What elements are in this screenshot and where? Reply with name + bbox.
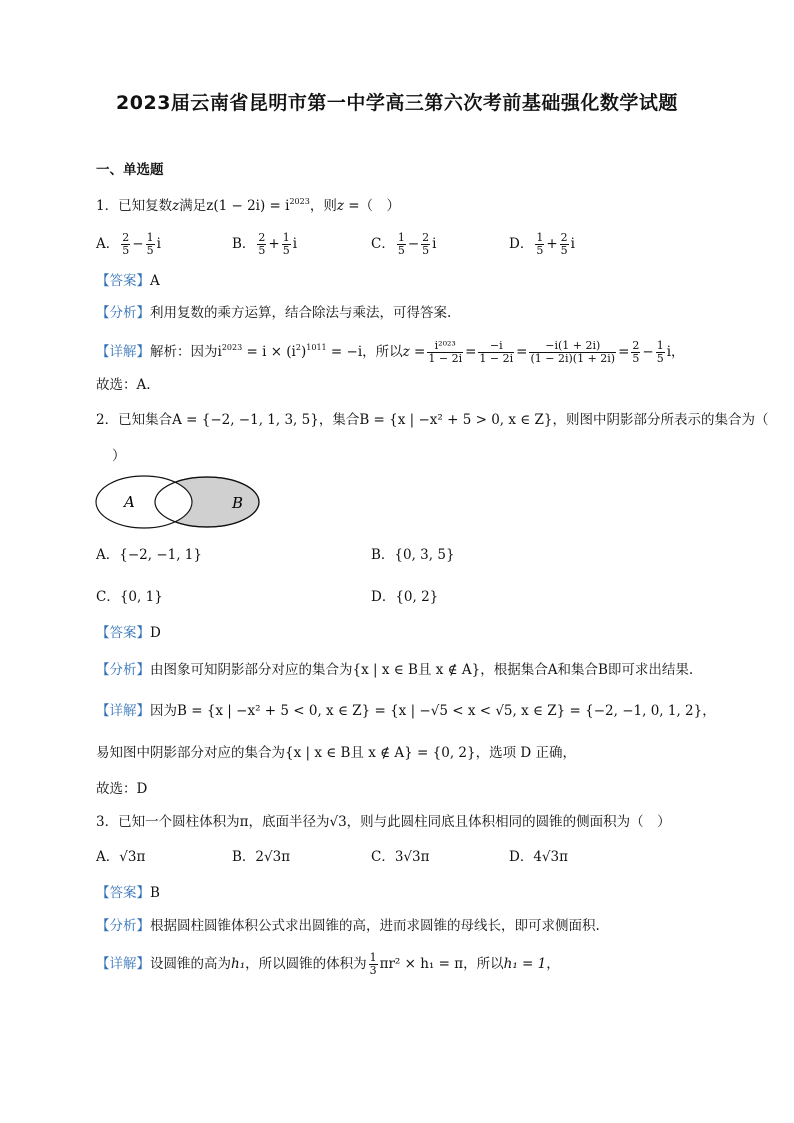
q2-answer: 【答案】D [96,625,161,641]
q1-choose: 故选：A. [96,377,151,393]
q2-detail-line2: 易知图中阴影部分对应的集合为{x | x ∈ B且 x ∉ A} = {0, 2}，选项 D 正确， [96,745,577,761]
q3-option-c: C．3√3π [371,849,430,865]
q1-option-b: B． $\frac{2}{5}$ + $\frac{1}{5}$ i [232,231,298,257]
q1-option-c: C． $\frac{1}{5}$ − $\frac{2}{5}$ i [371,231,437,257]
q2-option-a: A．{−2, −1, 1} [96,547,202,563]
q1-option-d: D． $\frac{1}{5}$ + $\frac{2}{5}$ i [509,231,575,257]
q1-detail: 【详解】解析：因为$i^{2023} = i \times (i^2)^{1011} = -i$，所以z = $\frac{\text{i²⁰²³}}{1 - 2i}$ = $\frac{-i}{1 - 2i}$ = $\frac{-i(1 + 2i)}{(1 - 2i)(1 + 2i)}$ = $\frac{2}{5}$ − $\frac{1}{5}$ i， [96,339,685,365]
q2-analysis: 【分析】由图象可知阴影部分对应的集合为{x | x ∈ B且 x ∉ A}，根据集合A和集合B即可求出结果. [96,662,694,678]
venn-label-b: B [232,494,244,512]
q1-analysis: 【分析】利用复数的乘方运算，结合除法与乘法，可得答案. [96,305,452,321]
q2-option-b: B．{0, 3, 5} [371,547,455,563]
q2-stem-close: ） [112,448,126,464]
q1-answer: 【答案】A [96,273,160,289]
q2-choose: 故选：D [96,781,148,797]
q2-option-d: D．{0, 2} [371,589,439,605]
q2-option-c: C．{0, 1} [96,589,163,605]
page-title: 2023届云南省昆明市第一中学高三第六次考前基础强化数学试题 [116,92,678,114]
q3-analysis: 【分析】根据圆柱圆锥体积公式求出圆锥的高，进而求圆锥的母线长，即可求侧面积. [96,918,600,934]
q3-detail: 【详解】设圆锥的高为h₁，所以圆锥的体积为 $\frac{1}{3}$ πr² × h₁ = π，所以h₁ = 1， [96,951,560,977]
section-heading: 一、单选题 [96,162,164,178]
q2-stem: 2．已知集合A = {−2, −1, 1, 3, 5}，集合B = {x | −x² + 5 > 0, x ∈ Z}，则图中阴影部分所表示的集合为（ [96,412,769,428]
q3-option-d: D．4√3π [509,849,568,865]
q1-option-a: A． $\frac{2}{5}$ − $\frac{1}{5}$ i [96,231,161,257]
venn-label-a: A [124,493,135,511]
q3-stem: 3．已知一个圆柱体积为π，底面半径为√3，则与此圆柱同底且体积相同的圆锥的侧面积为（ ） [96,814,671,830]
venn-diagram [92,472,267,534]
q1-stem: 1．已知复数z满足$z(1 - 2i) = i^{2023}$，则z =（ ） [96,197,401,214]
q3-option-a: A．√3π [96,849,146,865]
q2-detail: 【详解】因为B = {x | −x² + 5 < 0, x ∈ Z} = {x | −√5 < x < √5, x ∈ Z} = {−2, −1, 0, 1, 2}， [96,703,716,719]
q3-option-b: B．2√3π [232,849,291,865]
q3-answer: 【答案】B [96,885,160,901]
